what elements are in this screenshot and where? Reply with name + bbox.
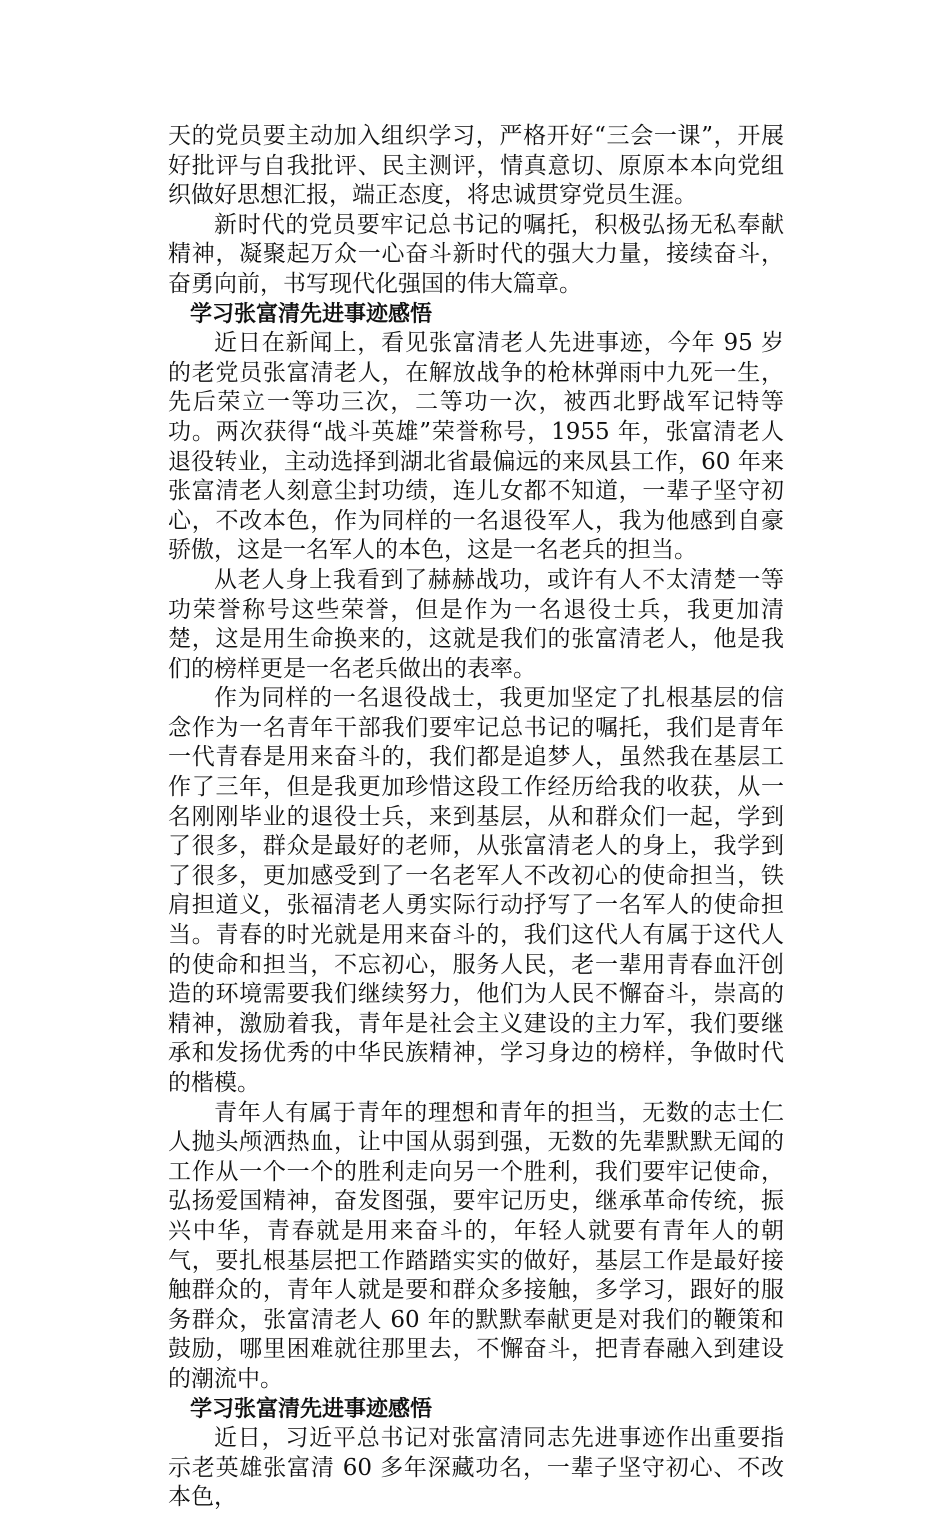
paragraph-continued: 天的党员要主动加入组织学习，严格开好“三会一课”，开展好批评与自我批评、民主测评，情真意切、原原本本向党组织做好思想汇报，端正态度，将忠诚贯穿党员生涯。 [168, 123, 784, 209]
paragraph: 新时代的党员要牢记总书记的嘱托，积极弘扬无私奉献精神，凝聚起万众一心奋斗新时代的强大力量，接续奋斗，奋勇向前，书写现代化强国的伟大篇章。 [168, 211, 784, 297]
section-heading: 学习张富清先进事迹感悟 [190, 1396, 433, 1422]
paragraph: 青年人有属于青年的理想和青年的担当，无数的志士仁人抛头颅洒热血，让中国从弱到强，无数的先辈默默无闻的工作从一个一个的胜利走向另一个胜利，我们要牢记使命，弘扬爱国精神，奋发图强，要牢记历史，继承革命传统，振兴中华，青春就是用来奋斗的，年轻人就要有青年人的朝气，要扎根基层把工作踏踏实实的做好，基层工作是最好接触群众的，青年人就是要和群众多接触，多学习，跟好的服务群众，张富清老人 60 年的默默奉献更是对我们的鞭策和鼓励，哪里困难就往那里去，不懈奋斗，把青春融入到建设的潮流中。 [168, 1099, 784, 1392]
paragraph: 近日，习近平总书记对张富清同志先进事迹作出重要指示老英雄张富清 60 多年深藏功名，一辈子坚守初心、不改本色， [168, 1425, 784, 1511]
paragraph: 近日在新闻上，看见张富清老人先进事迹，今年 95 岁的老党员张富清老人，在解放战争的枪林弹雨中九死一生，先后荣立一等功三次，二等功一次，被西北野战军记特等功。两次获得“战斗英雄”荣誉称号，1955 年，张富清老人退役转业，主动选择到湖北省最偏远的来凤县工作，60 年来张富清老人刻意尘封功绩，连儿女都不知道，一辈子坚守初心，不改本色，作为同样的一名退役军人，我为他感到自豪骄傲，这是一名军人的本色，这是一名老兵的担当。 [168, 330, 784, 564]
paragraph: 从老人身上我看到了赫赫战功，或许有人不太清楚一等功荣誉称号这些荣誉，但是作为一名退役士兵，我更加清楚，这是用生命换来的，这就是我们的张富清老人，他是我们的榜样更是一名老兵做出的表率。 [168, 566, 784, 682]
document-body [168, 122, 784, 1513]
section-heading: 学习张富清先进事迹感悟 [190, 301, 433, 327]
paragraph: 作为同样的一名退役战士，我更加坚定了扎根基层的信念作为一名青年干部我们要牢记总书记的嘱托，我们是青年一代青春是用来奋斗的，我们都是追梦人，虽然我在基层工作了三年，但是我更加珍惜这段工作经历给我的收获，从一名刚刚毕业的退役士兵，来到基层，从和群众们一起，学到了很多，群众是最好的老师，从张富清老人的身上，我学到了很多，更加感受到了一名老军人不改初心的使命担当，铁肩担道义，张福清老人勇实际行动抒写了一名军人的使命担当。青春的时光就是用来奋斗的，我们这代人有属于这代人的使命和担当，不忘初心，服务人民，老一辈用青春血汗创造的环境需要我们继续努力，他们为人民不懈奋斗，崇高的精神，激励着我，青年是社会主义建设的主力军，我们要继承和发扬优秀的中华民族精神，学习身边的榜样，争做时代的楷模。 [168, 685, 784, 1096]
